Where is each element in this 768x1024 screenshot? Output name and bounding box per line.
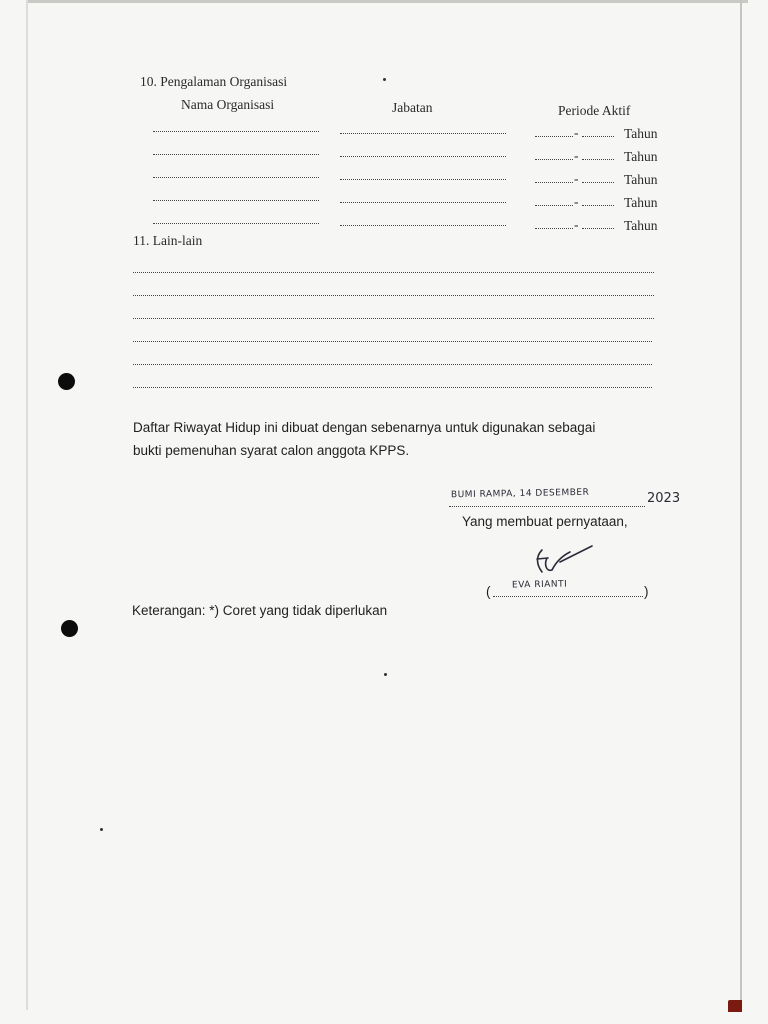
field-organisasi[interactable] bbox=[153, 154, 319, 155]
lain-lain-line[interactable] bbox=[133, 272, 654, 273]
date-year: 2023 bbox=[647, 491, 681, 506]
periode-dash: - bbox=[574, 148, 579, 163]
periode-dash: - bbox=[574, 171, 579, 186]
field-periode-start[interactable] bbox=[535, 159, 573, 160]
place-date-handwritten: BUMI RAMPA, 14 DESEMBER bbox=[450, 487, 590, 501]
page-edge-left bbox=[26, 0, 28, 1010]
place-date-line bbox=[449, 506, 645, 507]
field-jabatan[interactable] bbox=[340, 179, 506, 180]
field-jabatan[interactable] bbox=[340, 133, 506, 134]
field-periode-end[interactable] bbox=[582, 136, 614, 137]
lain-lain-line[interactable] bbox=[133, 387, 652, 388]
signer-name-handwritten: EVA RIANTI bbox=[511, 579, 568, 591]
field-periode-start[interactable] bbox=[535, 205, 573, 206]
field-organisasi[interactable] bbox=[153, 200, 319, 201]
header-nama-organisasi: Nama Organisasi bbox=[181, 97, 275, 112]
field-periode-end[interactable] bbox=[582, 182, 614, 183]
section-11-title: 11. Lain-lain bbox=[133, 233, 203, 248]
field-organisasi[interactable] bbox=[153, 177, 319, 178]
field-periode-start[interactable] bbox=[535, 182, 573, 183]
tahun-label: Tahun bbox=[624, 172, 658, 187]
field-periode-end[interactable] bbox=[582, 159, 614, 160]
page-edge-right bbox=[740, 0, 742, 1010]
lain-lain-line[interactable] bbox=[133, 341, 652, 342]
header-jabatan: Jabatan bbox=[392, 100, 433, 115]
lain-lain-line[interactable] bbox=[133, 295, 654, 296]
field-periode-end[interactable] bbox=[582, 228, 614, 229]
periode-dash: - bbox=[574, 217, 579, 232]
field-organisasi[interactable] bbox=[153, 223, 319, 224]
field-jabatan[interactable] bbox=[340, 156, 506, 157]
field-periode-start[interactable] bbox=[535, 136, 573, 137]
field-organisasi[interactable] bbox=[153, 131, 319, 132]
statement-line-2: bukti pemenuhan syarat calon anggota KPPS. bbox=[133, 443, 410, 458]
statement-line-1: Daftar Riwayat Hidup ini dibuat dengan sebenarnya untuk digunakan sebagai bbox=[133, 420, 596, 435]
name-paren-close: ) bbox=[644, 584, 649, 599]
periode-dash: - bbox=[574, 194, 579, 209]
page-corner-mark bbox=[728, 1000, 742, 1012]
field-periode-end[interactable] bbox=[582, 205, 614, 206]
punch-hole-lower bbox=[61, 620, 78, 637]
section-10-title: 10. Pengalaman Organisasi bbox=[140, 74, 288, 89]
tahun-label: Tahun bbox=[624, 126, 658, 141]
lain-lain-line[interactable] bbox=[133, 364, 652, 365]
stray-dot bbox=[100, 828, 103, 831]
keterangan-note: Keterangan: *) Coret yang tidak diperlukan bbox=[132, 603, 388, 618]
name-paren-open: ( bbox=[486, 584, 491, 599]
field-jabatan[interactable] bbox=[340, 202, 506, 203]
header-periode-aktif: Periode Aktif bbox=[558, 103, 631, 118]
punch-hole-upper bbox=[58, 373, 75, 390]
signature-mark bbox=[530, 542, 600, 582]
tahun-label: Tahun bbox=[624, 218, 658, 233]
stray-dot bbox=[384, 673, 387, 676]
field-periode-start[interactable] bbox=[535, 228, 573, 229]
field-jabatan[interactable] bbox=[340, 225, 506, 226]
name-line bbox=[493, 596, 643, 597]
tahun-label: Tahun bbox=[624, 195, 658, 210]
page-edge-top bbox=[28, 0, 748, 3]
stray-dot bbox=[383, 78, 386, 81]
tahun-label: Tahun bbox=[624, 149, 658, 164]
periode-dash: - bbox=[574, 125, 579, 140]
maker-label: Yang membuat pernyataan, bbox=[462, 514, 628, 529]
lain-lain-line[interactable] bbox=[133, 318, 654, 319]
